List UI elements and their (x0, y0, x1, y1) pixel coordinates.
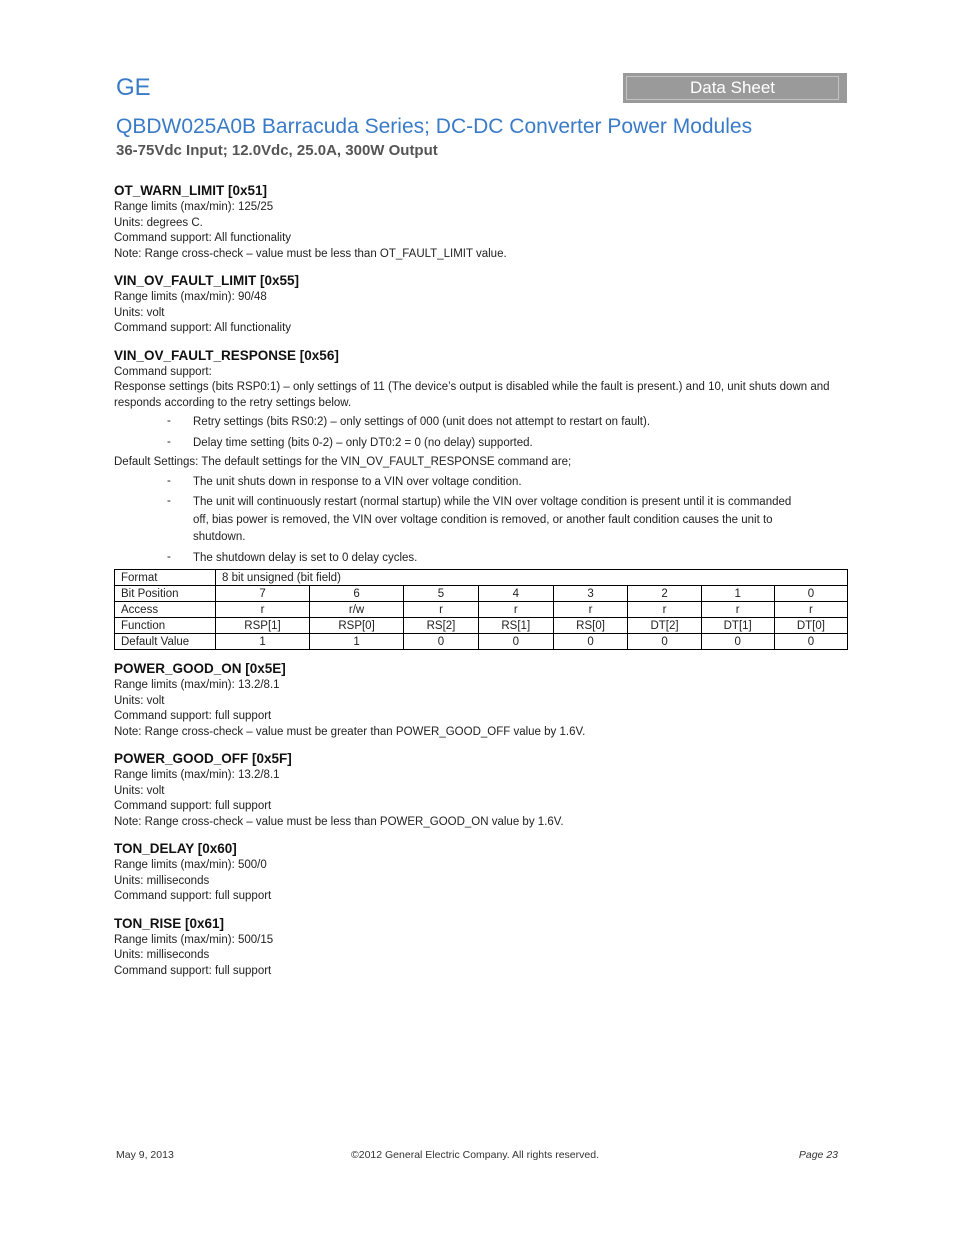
table-cell: 7 (216, 586, 310, 602)
command-support-text: Command support: All functionality (114, 322, 292, 334)
footer-date: May 9, 2013 (116, 1149, 174, 1161)
table-cell: 0 (701, 634, 774, 650)
table-cell: r (701, 602, 774, 618)
table-cell: DT[2] (628, 618, 701, 634)
table-cell: r (216, 602, 310, 618)
table-cell: Bit Position (115, 586, 216, 602)
section-vin-ov-fault-limit (114, 272, 848, 337)
table-cell: Access (115, 602, 216, 618)
page-title: QBDW025A0B Barracuda Series; DC-DC Converter Power Modules (116, 115, 753, 138)
bullet-dash: - (167, 415, 171, 427)
section-title: POWER_GOOD_ON [0x5E] (114, 661, 286, 676)
units-text: Units: milliseconds (114, 949, 210, 961)
command-support-text: Command support: full support (114, 964, 272, 977)
command-support-text: Command support: (114, 365, 212, 378)
table-cell: 0 (774, 634, 847, 650)
table-cell: 3 (553, 586, 628, 602)
data-sheet-label: Data Sheet (626, 76, 839, 100)
table-cell: 2 (628, 586, 701, 602)
content (114, 182, 848, 989)
range-limits-text: Range limits (max/min): 500/15 (114, 933, 274, 946)
footer-copyright: ©2012 General Electric Company. All rights reserved. (351, 1149, 599, 1161)
command-support-text: Command support: full support (114, 710, 272, 722)
table-cell: RSP[1] (216, 618, 310, 634)
note-text: Note: Range cross-check – value must be less than OT_FAULT_LIMIT value. (114, 247, 507, 260)
section-title: VIN_OV_FAULT_LIMIT [0x55] (114, 273, 300, 288)
bullet-item (114, 414, 848, 432)
table-cell: 4 (478, 586, 553, 602)
section-title: VIN_OV_FAULT_RESPONSE [0x56] (114, 347, 339, 363)
range-limits-text: Range limits (max/min): 125/25 (114, 201, 274, 213)
table-cell: 0 (553, 634, 628, 650)
table-cell: Default Value (115, 634, 216, 650)
range-limits-text: Range limits (max/min): 500/0 (114, 859, 267, 871)
units-text: Units: volt (114, 784, 165, 797)
range-limits-text: Range limits (max/min): 13.2/8.1 (114, 769, 280, 781)
note-text: Note: Range cross-check – value must be less than POWER_GOOD_ON value by 1.6V. (114, 815, 564, 828)
units-text: Units: milliseconds (114, 874, 210, 887)
table-cell: RS[2] (404, 618, 479, 634)
data-sheet-badge (623, 73, 847, 103)
command-support-text: Command support: All functionality (114, 232, 292, 244)
table-cell: 1 (701, 586, 774, 602)
table-cell: RS[1] (478, 618, 553, 634)
units-text: Units: volt (114, 694, 165, 707)
table-row (115, 602, 848, 618)
section-title: POWER_GOOD_OFF [0x5F] (114, 751, 292, 766)
section-power-good-off (114, 750, 848, 830)
table-cell: r (774, 602, 847, 618)
command-support-text: Command support: full support (114, 890, 272, 902)
bullet-text: Delay time setting (bits 0-2) – only DT0:2 = 0 (no delay) supported. (193, 436, 533, 449)
bullet-text: The unit will continuously restart (normal startup) while the VIN over voltage condition is present until it is commanded off, bias power is removed, the VIN over voltage condition is removed, or another fault condition causes the unit to shutdown. (193, 496, 792, 543)
bullet-dash: - (167, 550, 171, 563)
range-limits-text: Range limits (max/min): 13.2/8.1 (114, 679, 280, 691)
table-cell: RSP[0] (310, 618, 404, 634)
ge-logo: GE (116, 74, 151, 101)
section-ot-warn-limit (114, 182, 848, 262)
table-cell: 0 (774, 586, 847, 602)
section-title: TON_DELAY [0x60] (114, 841, 237, 856)
section-ton-delay (114, 840, 848, 905)
range-limits-text: Range limits (max/min): 90/48 (114, 291, 267, 303)
table-row (115, 618, 848, 634)
section-title: OT_WARN_LIMIT [0x51] (114, 183, 268, 198)
bullet-text: The unit shuts down in response to a VIN over voltage condition. (193, 475, 522, 488)
bullet-dash: - (167, 474, 171, 487)
bullet-dash: - (167, 495, 171, 507)
table-cell: Function (115, 618, 216, 634)
table-cell: r/w (310, 602, 404, 618)
table-cell: r (628, 602, 701, 618)
table-cell: 1 (216, 634, 310, 650)
bullet-text: The shutdown delay is set to 0 delay cycles. (193, 551, 418, 564)
table-row (115, 586, 848, 602)
units-text: Units: degrees C. (114, 216, 203, 229)
bullet-item (114, 435, 848, 453)
section-power-good-on (114, 660, 848, 740)
table-cell: 0 (628, 634, 701, 650)
table-row (115, 634, 848, 650)
bullet-text: Retry settings (bits RS0:2) – only settings of 000 (unit does not attempt to restart on fault). (193, 416, 651, 428)
table-cell: 0 (404, 634, 479, 650)
units-text: Units: volt (114, 306, 165, 319)
table-row (115, 570, 848, 586)
page-subtitle: 36-75Vdc Input; 12.0Vdc, 25.0A, 300W Output (116, 142, 438, 159)
section-title: TON_RISE [0x61] (114, 915, 225, 931)
table-cell: 5 (404, 586, 479, 602)
table-cell: r (553, 602, 628, 618)
default-settings-text: Default Settings: The default settings for the VIN_OV_FAULT_RESPONSE command are; (114, 456, 572, 468)
note-text: Note: Range cross-check – value must be greater than POWER_GOOD_OFF value by 1.6V. (114, 725, 586, 738)
table-cell: 8 bit unsigned (bit field) (216, 570, 848, 586)
table-cell: RS[0] (553, 618, 628, 634)
table-cell: 6 (310, 586, 404, 602)
table-cell: r (404, 602, 479, 618)
table-cell: Format (115, 570, 216, 586)
section-vin-ov-fault-response (114, 347, 848, 651)
bullet-dash: - (167, 435, 171, 448)
bullet-item (114, 474, 848, 492)
table-cell: 0 (478, 634, 553, 650)
table-cell: DT[0] (774, 618, 847, 634)
bullet-item (114, 494, 848, 547)
register-bit-table (114, 569, 848, 650)
bullet-item (114, 550, 848, 568)
table-cell: r (478, 602, 553, 618)
table-cell: DT[1] (701, 618, 774, 634)
response-settings-text: Response settings (bits RSP0:1) – only settings of 11 (The device’s output is disabled while the fault is present.) and 10, unit shuts down and responds according to the retry settings below. (114, 381, 830, 409)
section-ton-rise (114, 915, 848, 980)
command-support-text: Command support: full support (114, 800, 272, 812)
table-cell: 1 (310, 634, 404, 650)
footer-page-number: Page 23 (798, 1149, 838, 1161)
